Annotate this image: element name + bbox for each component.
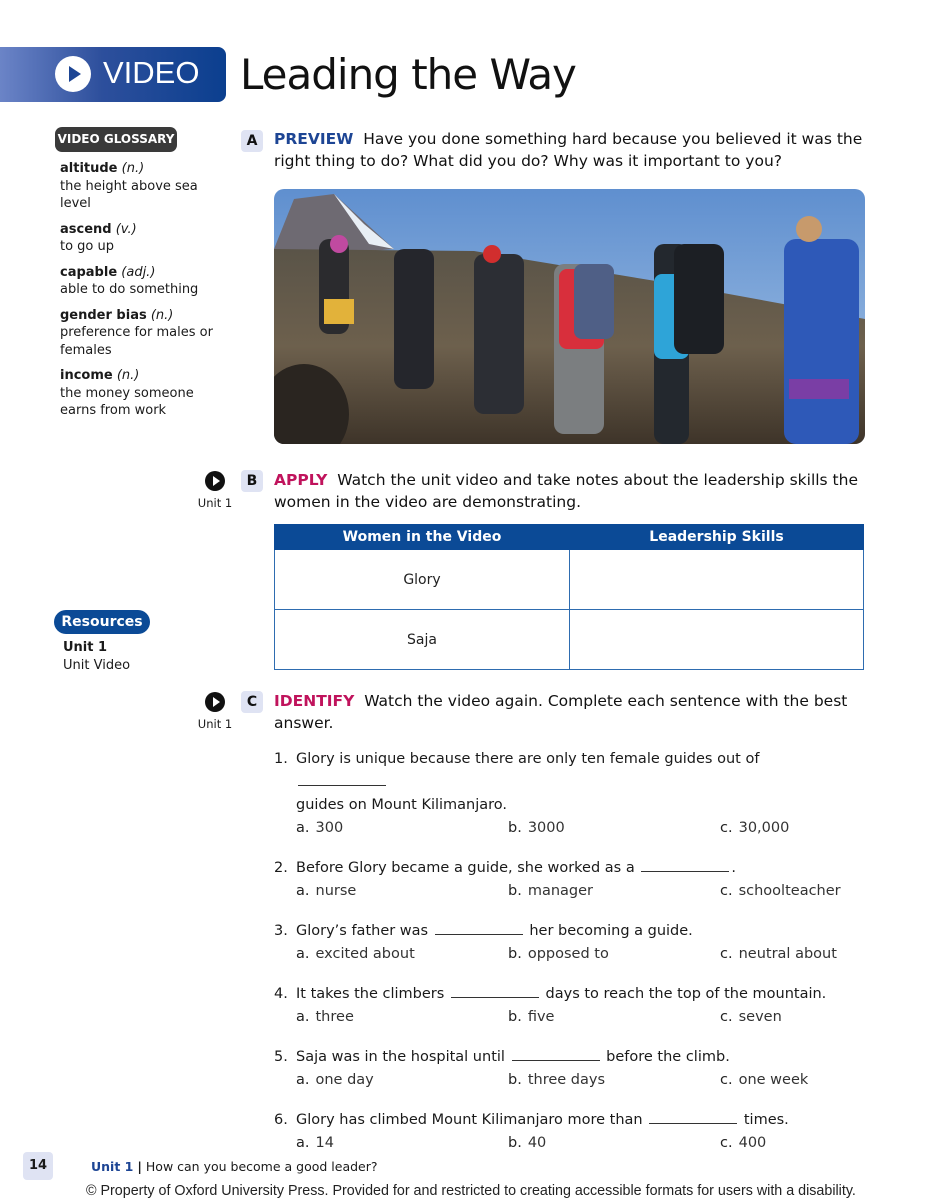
question-item [274, 983, 854, 1028]
footer-unit: Unit 1 [91, 1159, 134, 1174]
banner-label: VIDEO [103, 55, 200, 90]
option-text: three days [527, 1072, 606, 1088]
option-text: 400 [738, 1135, 767, 1151]
glossary-definition: preference for males or females [60, 325, 213, 358]
table-header-row [275, 525, 864, 550]
section-b-text: Watch the unit video and take notes about the leadership skills the women in the video are demonstrating. [274, 471, 858, 511]
option-text: opposed to [527, 946, 609, 962]
glossary-pos: (n.) [116, 368, 140, 383]
option-text: schoolteacher [738, 883, 841, 899]
option-letter: a. [296, 1135, 310, 1151]
option-text: 3000 [527, 820, 565, 836]
table-cell-name: Glory [275, 550, 570, 610]
option-text: 300 [315, 820, 344, 836]
question-list [274, 748, 854, 1154]
question-number: 2. [274, 860, 288, 876]
table-cell-skills[interactable] [570, 610, 864, 670]
option-c[interactable] [720, 943, 837, 965]
option-letter: a. [296, 883, 310, 899]
resources-unit: Unit 1 [63, 640, 108, 655]
glossary-entry [60, 264, 225, 299]
option-b[interactable] [508, 1069, 720, 1091]
section-a-text: Have you done something hard because you believed it was the right thing to do? What did you do? Why was it important to you? [274, 130, 863, 170]
play-icon [55, 56, 91, 92]
option-a[interactable] [296, 1069, 508, 1091]
option-b[interactable] [508, 1132, 720, 1154]
column-header-women: Women in the Video [275, 525, 570, 550]
glossary-term: gender bias [60, 307, 147, 323]
option-letter: c. [720, 820, 733, 836]
copyright-notice: © Property of Oxford University Press. Provided for and restricted to creating accessible formats for users with a disability. [86, 1183, 856, 1199]
question-text-before: Glory’s father was [296, 923, 429, 939]
resources-label: Resources [54, 610, 150, 634]
glossary-term: altitude [60, 161, 118, 176]
question-text-after: before the climb. [606, 1049, 730, 1065]
section-c-keyword: IDENTIFY [274, 692, 355, 710]
photo-illustration [274, 189, 865, 444]
question-text-after: guides on Mount Kilimanjaro. [296, 797, 508, 813]
table-row [275, 550, 864, 610]
option-c[interactable] [720, 880, 841, 902]
question-text-after: . [731, 860, 736, 876]
glossary-entry [60, 367, 225, 420]
option-a[interactable] [296, 943, 508, 965]
option-letter: a. [296, 820, 310, 836]
footer-separator: | [137, 1159, 142, 1174]
glossary-definition: the money someone earns from work [60, 385, 194, 418]
option-letter: b. [508, 1135, 522, 1151]
option-letter: b. [508, 946, 522, 962]
glossary-pos: (n.) [150, 307, 174, 323]
question-text-after: times. [743, 1112, 789, 1128]
option-letter: c. [720, 1072, 733, 1088]
question-item [274, 748, 854, 839]
section-letter-a: A [241, 130, 263, 152]
option-b[interactable] [508, 1006, 720, 1028]
option-text: 40 [527, 1135, 547, 1151]
leadership-skills-table [274, 524, 864, 670]
section-a-keyword: PREVIEW [274, 130, 354, 148]
option-letter: b. [508, 883, 522, 899]
video-banner [0, 47, 226, 102]
page-number: 14 [23, 1152, 53, 1180]
page-title: Leading the Way [240, 50, 576, 99]
option-b[interactable] [508, 880, 720, 902]
question-item [274, 1046, 854, 1091]
answer-blank[interactable] [451, 985, 539, 998]
section-letter-b: B [241, 470, 263, 492]
option-c[interactable] [720, 1069, 808, 1091]
option-text: one week [738, 1072, 809, 1088]
option-a[interactable] [296, 1132, 508, 1154]
answer-blank[interactable] [298, 773, 386, 786]
option-c[interactable] [720, 1006, 782, 1028]
glossary-pos: (n.) [121, 161, 145, 176]
glossary-term: ascend [60, 221, 112, 237]
option-letter: c. [720, 1009, 733, 1025]
option-text: manager [527, 883, 594, 899]
option-text: seven [738, 1009, 782, 1025]
resources-info [63, 639, 130, 675]
section-c-prompt [274, 690, 864, 734]
resources-item[interactable]: Unit Video [63, 658, 131, 673]
option-text: 14 [315, 1135, 334, 1151]
column-header-skills: Leadership Skills [570, 525, 864, 550]
option-text: neutral about [738, 946, 837, 962]
table-cell-name: Saja [275, 610, 570, 670]
question-text-before: It takes the climbers [296, 986, 445, 1002]
option-text: 30,000 [738, 820, 790, 836]
option-letter: a. [296, 1009, 310, 1025]
section-letter-c: C [241, 691, 263, 713]
option-b[interactable] [508, 943, 720, 965]
section-a-prompt [274, 128, 864, 172]
question-item [274, 920, 854, 965]
option-letter: c. [720, 883, 733, 899]
option-text: nurse [315, 883, 357, 899]
glossary-definition: the height above sea level [60, 178, 198, 211]
option-text: one day [315, 1072, 374, 1088]
glossary-definition: able to do something [60, 282, 199, 297]
question-number: 6. [274, 1112, 288, 1128]
question-text-after: days to reach the top of the mountain. [545, 986, 827, 1002]
question-text-before: Glory is unique because there are only ten female guides out of [296, 751, 760, 767]
option-letter: b. [508, 820, 522, 836]
video-unit-label: Unit 1 [197, 496, 233, 510]
glossary-entry [60, 160, 225, 213]
option-text: excited about [315, 946, 415, 962]
question-item [274, 857, 854, 902]
question-text-before: Before Glory became a guide, she worked as a [296, 860, 635, 876]
option-letter: c. [720, 1135, 733, 1151]
glossary-term: income [60, 368, 113, 383]
glossary-pos: (adj.) [121, 264, 156, 280]
footer-question: How can you become a good leader? [145, 1159, 378, 1174]
option-letter: c. [720, 946, 733, 962]
option-letter: a. [296, 1072, 310, 1088]
hikers-photo [274, 189, 865, 444]
table-row [275, 610, 864, 670]
section-b-video-link[interactable] [193, 471, 237, 510]
option-b[interactable] [508, 817, 720, 839]
option-c[interactable] [720, 817, 789, 839]
option-a[interactable] [296, 817, 508, 839]
option-text: five [527, 1009, 555, 1025]
section-c-video-link[interactable] [193, 692, 237, 731]
question-item [274, 1109, 854, 1154]
glossary-definition: to go up [60, 239, 115, 254]
glossary-pos: (v.) [115, 221, 137, 237]
video-unit-label: Unit 1 [197, 717, 233, 731]
option-a[interactable] [296, 880, 508, 902]
question-text-before: Glory has climbed Mount Kilimanjaro more than [296, 1112, 643, 1128]
option-text: three [315, 1009, 354, 1025]
option-letter: a. [296, 946, 310, 962]
answer-blank[interactable] [641, 859, 729, 872]
video-glossary [60, 160, 225, 428]
answer-blank[interactable] [435, 922, 523, 935]
table-cell-skills[interactable] [570, 550, 864, 610]
question-text-after: her becoming a guide. [529, 923, 693, 939]
section-c-text: Watch the video again. Complete each sentence with the best answer. [274, 692, 848, 732]
option-letter: b. [508, 1072, 522, 1088]
question-number: 4. [274, 986, 288, 1002]
option-letter: b. [508, 1009, 522, 1025]
answer-blank[interactable] [512, 1048, 600, 1061]
video-play-icon[interactable] [205, 471, 225, 491]
option-a[interactable] [296, 1006, 508, 1028]
glossary-entry [60, 307, 225, 360]
glossary-term: capable [60, 264, 118, 280]
section-b-prompt [274, 469, 864, 513]
question-text-before: Saja was in the hospital until [296, 1049, 505, 1065]
question-number: 5. [274, 1049, 288, 1065]
glossary-label: VIDEO GLOSSARY [55, 127, 177, 152]
question-number: 1. [274, 751, 288, 767]
section-b-keyword: APPLY [274, 471, 328, 489]
question-number: 3. [274, 923, 288, 939]
video-play-icon[interactable] [205, 692, 225, 712]
answer-blank[interactable] [649, 1111, 737, 1124]
option-c[interactable] [720, 1132, 766, 1154]
glossary-entry [60, 221, 225, 256]
footer-unit-line [91, 1159, 378, 1174]
